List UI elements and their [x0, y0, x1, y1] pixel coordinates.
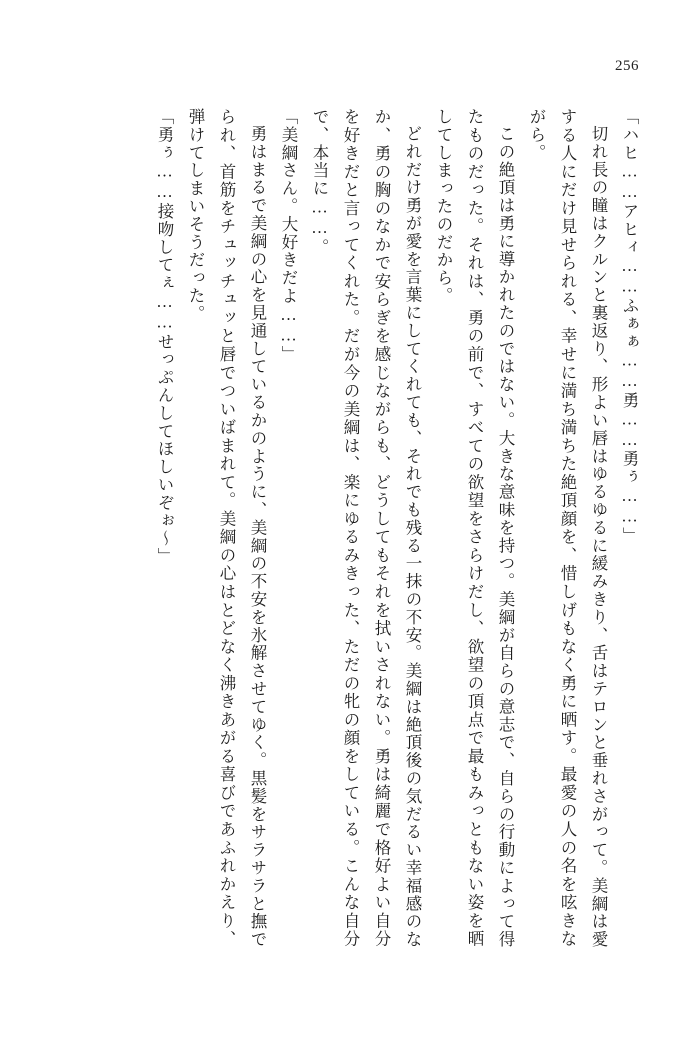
paragraph: 勇はまるで美綱の心を見通しているかのように、美綱の不安を氷解させてゆく。黒髪をサラサラと撫でられ、首筋をチュッチュッと唇でついばまれて。美綱の心はとどなく沸きあがる喜びであふれかえり、弾けてしまいそうだった。 — [186, 108, 267, 948]
paragraph: 切れ長の瞳はクルンと裏返り、形よい唇はゆるゆるに緩みきり、舌はテロンと垂れさがって。美綱は愛する人にだけ見せられる、幸せに満ち満ちた絶頂顔を、惜しげもなく勇に晒す。最愛の人の名を呟きながら。 — [527, 108, 608, 948]
paragraph: どれだけ勇が愛を言葉にしてくれても、それでも残る一抹の不安。美綱は絶頂後の気だるい幸福感のなか、勇の胸のなかで安らぎを感じながらも、どうしてもそれを拭いされない。勇は綺麗で格好よい自分を好きだと言ってくれた。だが今の美綱は、楽にゆるみきった、ただの牝の顔をしている。こんな自分で、本当に……。 — [310, 108, 422, 948]
paragraph: 「美綱さん。大好きだよ……」 — [279, 108, 298, 364]
paragraph: 「勇ぅ……接吻してぇ……せっぷんしてほしいぞぉ〜」 — [155, 108, 174, 566]
paragraph: 「ハヒ……アヒィ……ふぁぁ……勇……勇ぅ……」 — [620, 108, 639, 545]
page-body-text — [60, 108, 645, 948]
page-number: 256 — [615, 58, 639, 74]
paragraph: この絶頂は勇に導かれたのではない。大きな意味を持つ。美綱が自らの意志で、自らの行動によって得たものだった。それは、勇の前で、すべての欲望をさらけだし、欲望の頂点で最もみっともない姿を晒してしまったのだから。 — [434, 108, 515, 948]
